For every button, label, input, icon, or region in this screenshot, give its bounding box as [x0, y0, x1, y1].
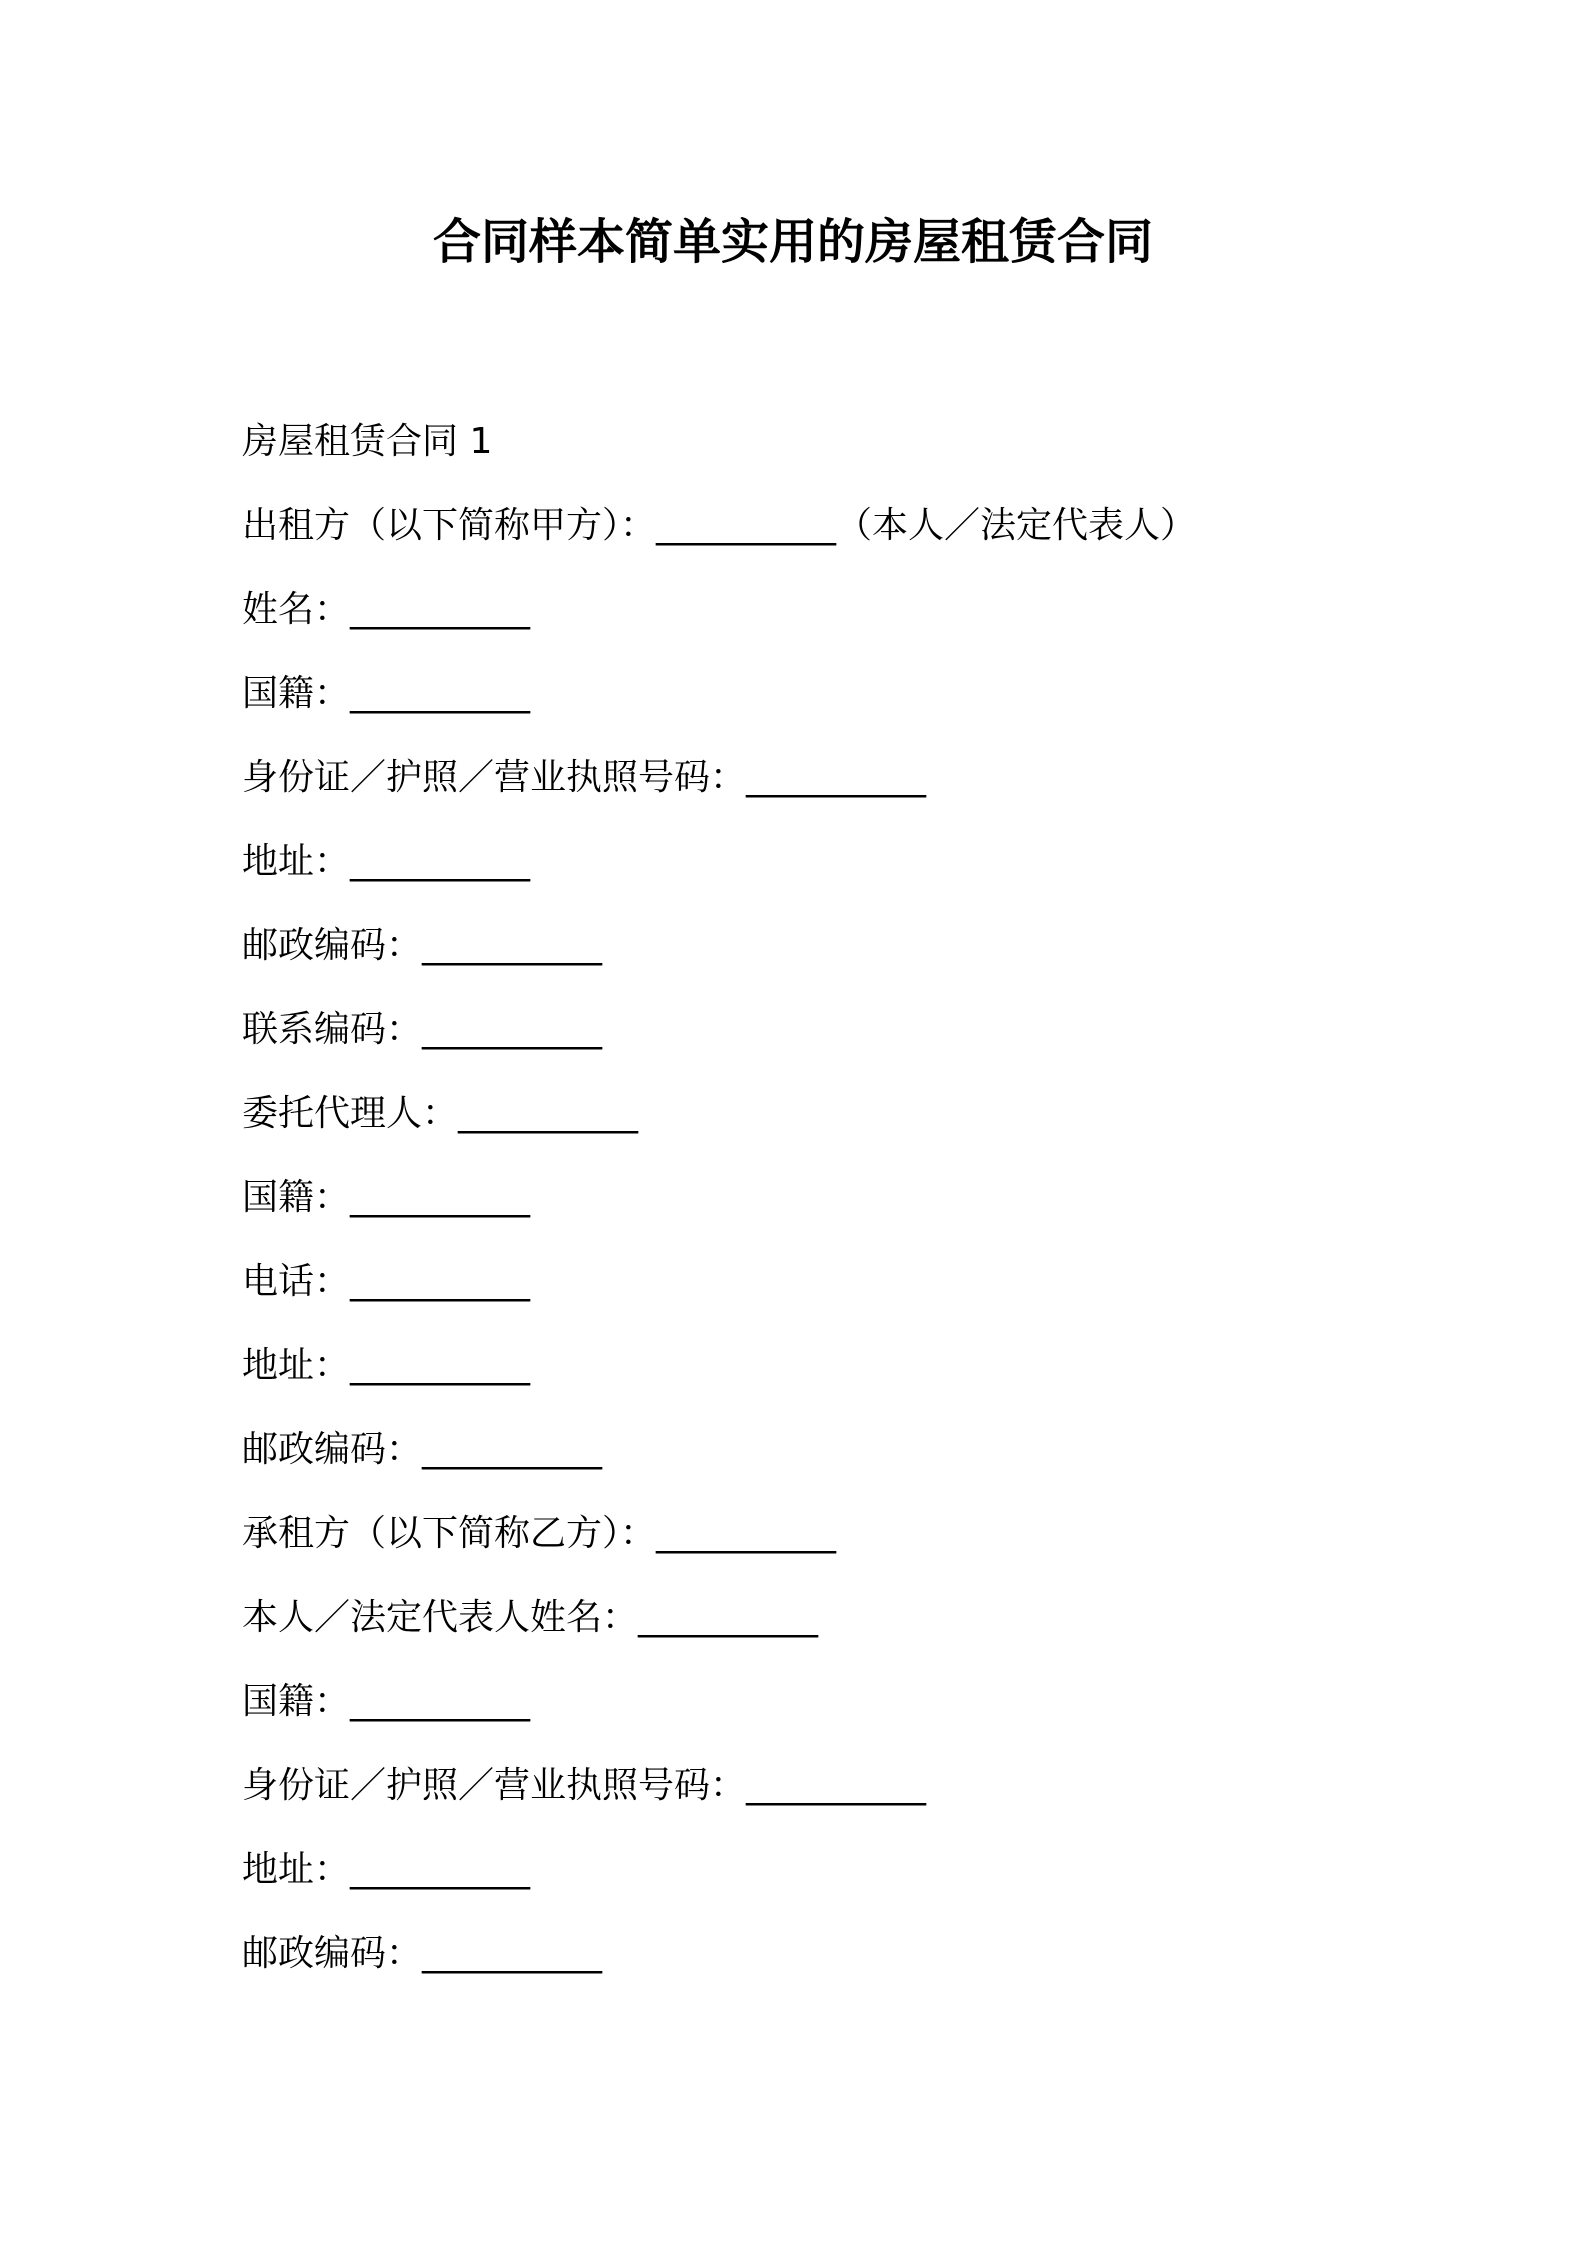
agent-phone-field: 电话：__________: [242, 1261, 531, 1302]
lessee-postcode-field: 邮政编码：__________: [242, 1933, 603, 1974]
lessor-name-field: 姓名：__________: [242, 589, 531, 630]
lessee-nationality-field: 国籍：__________: [242, 1681, 531, 1722]
lessor-id-field: 身份证／护照／营业执照号码：__________: [242, 757, 927, 798]
lessee-name-field: 本人／法定代表人姓名：__________: [242, 1597, 819, 1638]
contract-body: [242, 412, 1442, 2008]
section-heading: 房屋租赁合同 1: [242, 421, 493, 462]
document-title: 合同样本简单实用的房屋租赁合同: [432, 214, 1153, 270]
lessor-nationality-field: 国籍：__________: [242, 673, 531, 714]
lessee-id-field: 身份证／护照／营业执照号码：__________: [242, 1765, 927, 1806]
agent-postcode-field: 邮政编码：__________: [242, 1429, 603, 1470]
agent-field: 委托代理人：__________: [242, 1093, 639, 1134]
lessor-postcode-field: 邮政编码：__________: [242, 925, 603, 966]
lessee-line: 承租方（以下简称乙方）：__________: [242, 1513, 837, 1554]
lessee-address-field: 地址：__________: [242, 1849, 531, 1890]
lessor-contact-field: 联系编码：__________: [242, 1009, 603, 1050]
agent-address-field: 地址：__________: [242, 1345, 531, 1386]
lessor-line: 出租方（以下简称甲方）：__________（本人／法定代表人）: [242, 505, 1197, 546]
agent-nationality-field: 国籍：__________: [242, 1177, 531, 1218]
lessor-address-field: 地址：__________: [242, 841, 531, 882]
